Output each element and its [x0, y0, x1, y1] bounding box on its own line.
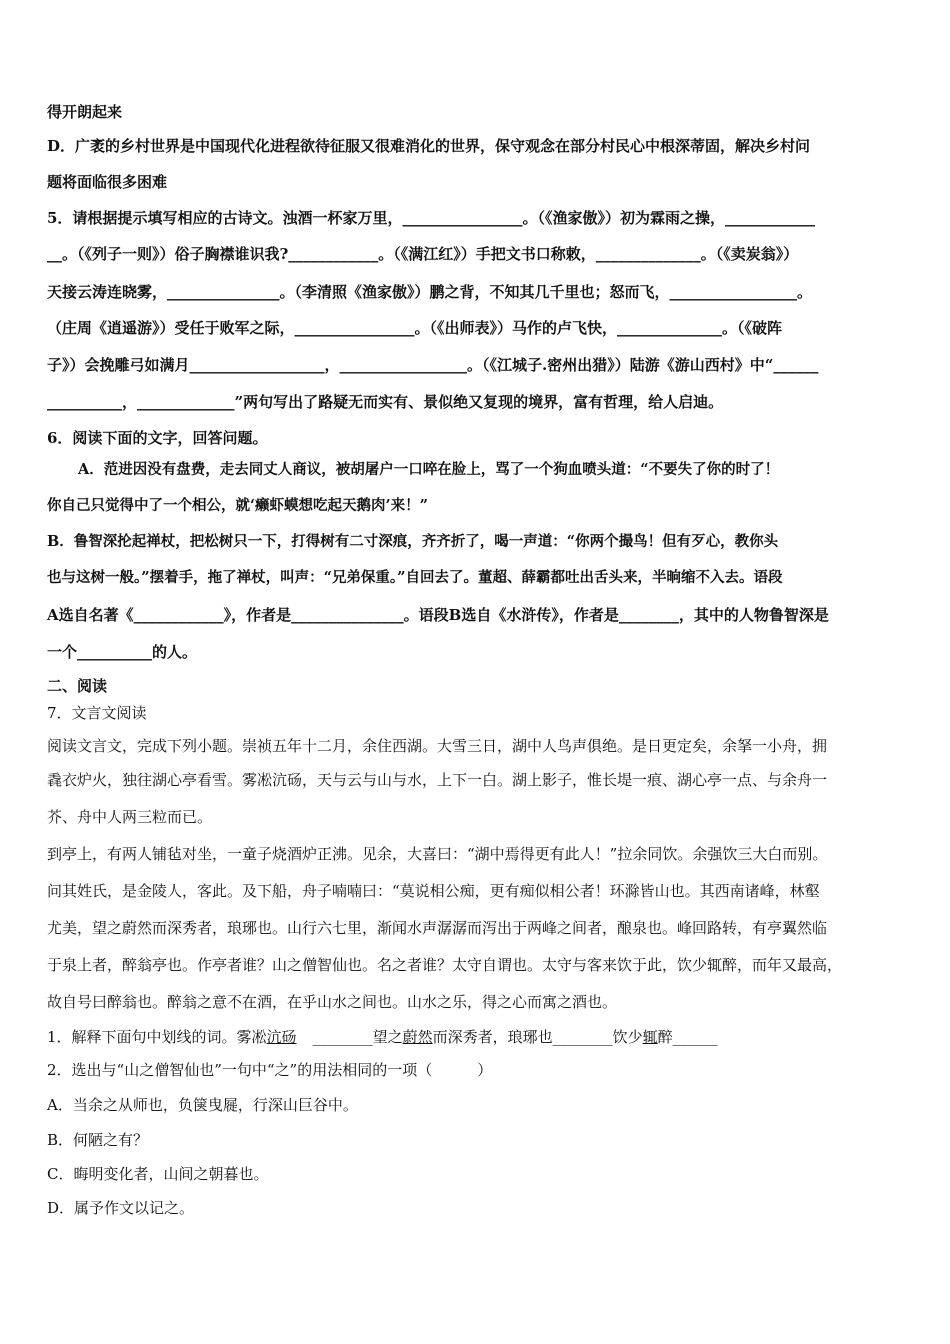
continuation-text: 得开朗起来	[47, 103, 123, 121]
answer-blank: ______	[672, 1028, 718, 1046]
section-heading: 二、阅读	[47, 677, 108, 695]
passage-line: 尤美，望之蔚然而深秀者，琅琊也。山行六七里，渐闻水声潺潺而泻出于两峰之间者，酿泉也。峰回路转，有亭翼然临	[47, 919, 828, 937]
q5-line: __。（《列子一则》）俗子胸襟谁识我?____________。（《满江红》）手把文书口称敕，______________。（《卖炭翁》）	[47, 245, 799, 263]
underlined-word: 蔚然	[402, 1028, 433, 1046]
answer-blank: ________	[552, 1028, 613, 1046]
q5-line: 天接云涛连晓雾，_______________。（李清照《渔家傲》）鹏之背，不知其几千里也；怒而飞，_________________。	[47, 283, 813, 301]
q6-title: 6．阅读下面的文字，回答问题。	[47, 429, 268, 447]
passage-line: 芥、舟中人两三粒而已。	[47, 808, 213, 826]
q5-line: 子》）会挽雕弓如满月__________________，_________________。（《江城子.密州出猎》）陆游《游山西村》中“______	[47, 356, 819, 374]
q6-question-line: 一个__________的人。	[47, 643, 198, 661]
q5-line: __________，_____________”两句写出了路疑无而实有、景似绝又复现的境界，富有哲理，给人启迪。	[47, 393, 724, 411]
subquestion-1: 1．解释下面句中划线的词。雾凇沆砀 ________望之蔚然而深秀者，琅琊也________饮少辄醉______	[47, 1028, 718, 1046]
q5-line: （庄周《逍遥游》）受任于败军之际，________________。（《出师表》）马作的卢飞快，______________。（《破阵	[47, 319, 783, 337]
passage-line: 阅读文言文，完成下列小题。崇祯五年十二月，余住西湖。大雪三日，湖中人鸟声俱绝。是日更定矣，余拏一小舟，拥	[47, 737, 828, 755]
option-a: A．当余之从师也，负箧曳屣，行深山巨谷中。	[47, 1096, 358, 1114]
q6-passage-a-line: 你自己只觉得中了一个相公，就‘癞虾蟆想吃起天鹅肉’来！”	[47, 497, 428, 514]
q6-passage-b-line: B．鲁智深抡起禅杖，把松树只一下，打得树有二寸深痕，齐齐折了，喝一声道：“你两个撮鸟！但有歹心，教你头	[47, 533, 779, 550]
passage-line: 毳衣炉火，独往湖心亭看雪。雾凇沆砀，天与云与山与水，上下一白。湖上影子，惟长堤一痕、湖心亭一点、与余舟一	[47, 771, 828, 789]
passage-line: 问其姓氏，是金陵人，客此。及下船，舟子喃喃曰：“莫说相公痴，更有痴似相公者！环滁皆山也。其西南诸峰，林壑	[47, 882, 820, 900]
option-d-line-2: 题将面临很多困难	[47, 173, 168, 191]
underlined-word: 沆砀	[266, 1028, 297, 1046]
option-d: D．属予作文以记之。	[47, 1199, 195, 1217]
q5-line: 5．请根据提示填写相应的古诗文。浊酒一杯家万里，________________。（《渔家傲》）初为霖雨之操，____________	[47, 209, 815, 227]
underlined-word: 辄	[642, 1028, 658, 1046]
q6-passage-a-line: A．范进因没有盘费，走去同丈人商议，被胡屠户一口啐在脸上，骂了一个狗血喷头道：“不要失了你的时了！	[78, 461, 780, 478]
option-d-line-1: D．广袤的乡村世界是中国现代化进程欲待征服又很难消化的世界，保守观念在部分村民心中根深蒂固，解决乡村问	[47, 137, 811, 155]
passage-line: 于泉上者，醉翁亭也。作亭者谁？山之僧智仙也。名之者谁？太守自谓也。太守与客来饮于此，饮少辄醉，而年又最高，	[47, 956, 843, 974]
q7-title: 7．文言文阅读	[47, 704, 147, 722]
subquestion-2: 2．选出与“山之僧智仙也”一句中“之”的用法相同的一项（ ）	[47, 1061, 493, 1079]
q6-question-line: A选自名著《____________》，作者是_______________。语段B选自《水浒传》，作者是________，其中的人物鲁智深是	[47, 606, 829, 624]
q6-passage-b-line: 也与这树一般。”摆着手，拖了禅杖，叫声：“兄弟保重。”自回去了。董超、薛霸都吐出舌头来，半晌缩不入去。语段	[47, 569, 783, 586]
option-c: C．晦明变化者，山间之朝暮也。	[47, 1165, 269, 1183]
answer-blank: ________	[312, 1028, 373, 1046]
passage-line: 故自号曰醉翁也。醉翁之意不在酒，在乎山水之间也。山水之乐，得之心而寓之酒也。	[47, 993, 618, 1011]
passage-line: 到亭上，有两人铺毡对坐，一童子烧酒炉正沸。见余，大喜曰：“湖中焉得更有此人！”拉余同饮。余强饮三大白而别。	[47, 845, 828, 863]
option-b: B．何陋之有？	[47, 1131, 149, 1149]
